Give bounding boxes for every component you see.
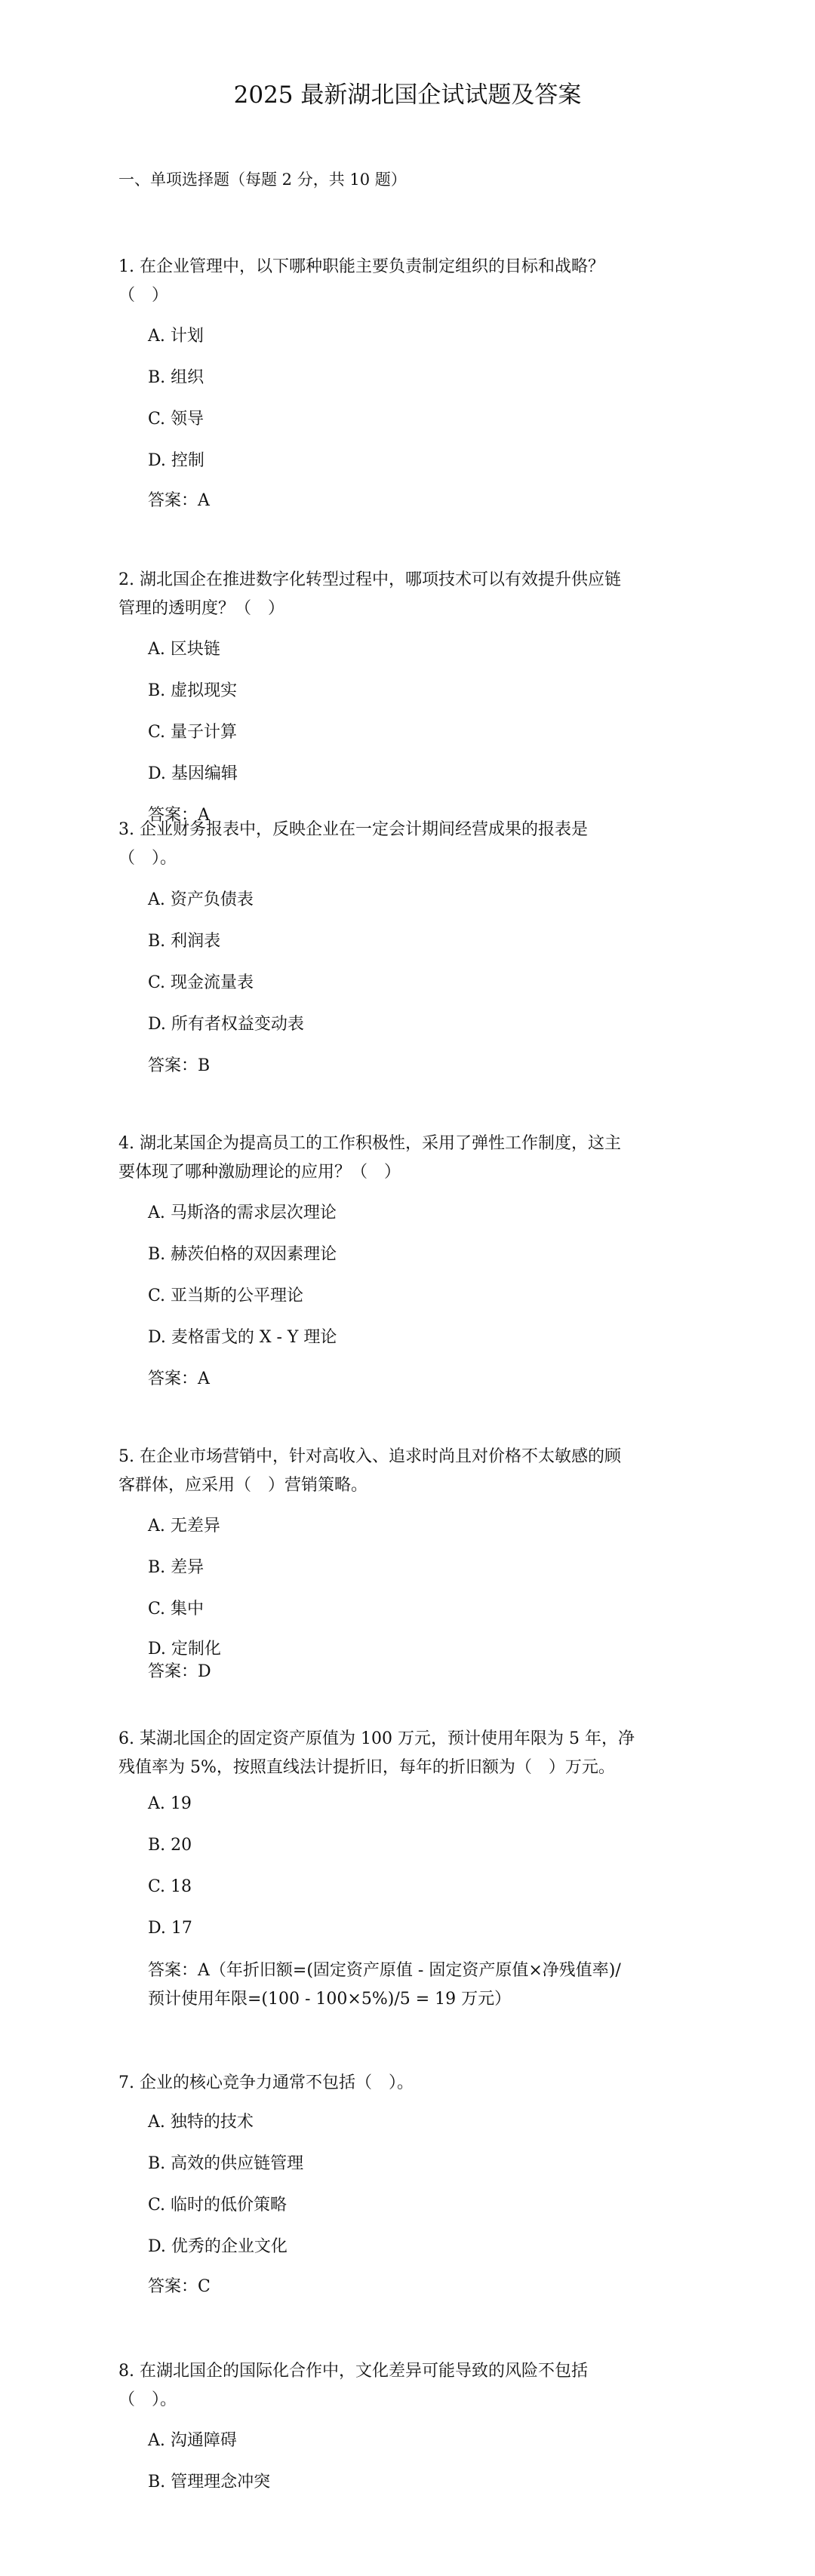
question-text: （ ）。 — [118, 849, 177, 868]
question-text: 2. 湖北国企在推进数字化转型过程中，哪项技术可以有效提升供应链 — [118, 570, 621, 589]
question-text: 管理的透明度？（ ） — [118, 599, 285, 618]
answer-option: A. 计划 — [148, 327, 204, 346]
answer-option: B. 虚拟现实 — [148, 681, 238, 700]
answer-option: B. 利润表 — [148, 932, 221, 951]
answer-option: C. 18 — [148, 1877, 192, 1896]
question-text: 5. 在企业市场营销中，针对高收入、追求时尚且对价格不太敏感的顾 — [118, 1447, 621, 1466]
answer-option: D. 所有者权益变动表 — [148, 1015, 304, 1034]
answer-key: 答案：B — [148, 1056, 211, 1075]
answer-key: 答案：A — [148, 1369, 210, 1388]
answer-option: B. 赫茨伯格的双因素理论 — [148, 1245, 337, 1264]
question-text: 残值率为 5%，按照直线法计提折旧，每年的折旧额为（ ）万元。 — [118, 1758, 615, 1777]
answer-option: D. 基因编辑 — [148, 764, 238, 783]
answer-option: B. 组织 — [148, 368, 205, 387]
answer-option: A. 马斯洛的需求层次理论 — [148, 1203, 337, 1222]
question-text: （ ） — [118, 286, 169, 305]
question-text: 4. 湖北某国企为提高员工的工作积极性，采用了弹性工作制度，这主 — [118, 1134, 621, 1153]
document-title: 2025 最新湖北国企试试题及答案 — [233, 81, 582, 109]
answer-option: A. 区块链 — [148, 640, 220, 659]
answer-key: 预计使用年限=(100 - 100×5%)/5 = 19 万元） — [148, 1990, 512, 2009]
answer-key: 答案：A（年折旧额=(固定资产原值 - 固定资产原值×净残值率)/ — [148, 1961, 621, 1980]
question-text: 7. 企业的核心竞争力通常不包括（ ）。 — [118, 2073, 414, 2092]
answer-option: C. 亚当斯的公平理论 — [148, 1286, 304, 1305]
question-text: 6. 某湖北国企的固定资产原值为 100 万元，预计使用年限为 5 年，净 — [118, 1729, 635, 1748]
answer-option: D. 麦格雷戈的 X - Y 理论 — [148, 1328, 337, 1347]
question-text: 8. 在湖北国企的国际化合作中，文化差异可能导致的风险不包括 — [118, 2362, 588, 2381]
question-text: （ ）。 — [118, 2390, 177, 2409]
answer-key: 答案：C — [148, 2277, 211, 2296]
answer-option: B. 差异 — [148, 1558, 205, 1577]
answer-option: D. 优秀的企业文化 — [148, 2237, 288, 2256]
answer-option: D. 控制 — [148, 451, 205, 470]
answer-option: C. 量子计算 — [148, 723, 238, 742]
answer-option: C. 临时的低价策略 — [148, 2196, 288, 2215]
answer-option: C. 集中 — [148, 1600, 205, 1618]
answer-option: D. 定制化 — [148, 1640, 221, 1658]
question-text: 客群体，应采用（ ）营销策略。 — [118, 1476, 368, 1495]
answer-option: B. 20 — [148, 1836, 192, 1855]
answer-option: B. 高效的供应链管理 — [148, 2154, 304, 2173]
question-text: 1. 在企业管理中，以下哪种职能主要负责制定组织的目标和战略？ — [118, 257, 604, 276]
answer-option: C. 领导 — [148, 410, 205, 429]
answer-option: A. 19 — [148, 1794, 192, 1813]
answer-key: 答案：A — [148, 491, 210, 510]
answer-option: A. 独特的技术 — [148, 2113, 254, 2132]
answer-option: A. 资产负债表 — [148, 890, 254, 909]
question-text: 3. 企业财务报表中，反映企业在一定会计期间经营成果的报表是 — [118, 820, 588, 839]
answer-key: 答案：D — [148, 1662, 211, 1681]
answer-option: A. 沟通障碍 — [148, 2431, 237, 2450]
answer-option: A. 无差异 — [148, 1517, 220, 1535]
question-text: 要体现了哪种激励理论的应用？（ ） — [118, 1163, 401, 1182]
answer-option: B. 管理理念冲突 — [148, 2473, 271, 2491]
section-heading: 一、单项选择题（每题 2 分，共 10 题） — [118, 171, 407, 189]
answer-option: D. 17 — [148, 1919, 192, 1938]
answer-key: 答案：A — [148, 806, 210, 825]
answer-option: C. 现金流量表 — [148, 973, 254, 992]
